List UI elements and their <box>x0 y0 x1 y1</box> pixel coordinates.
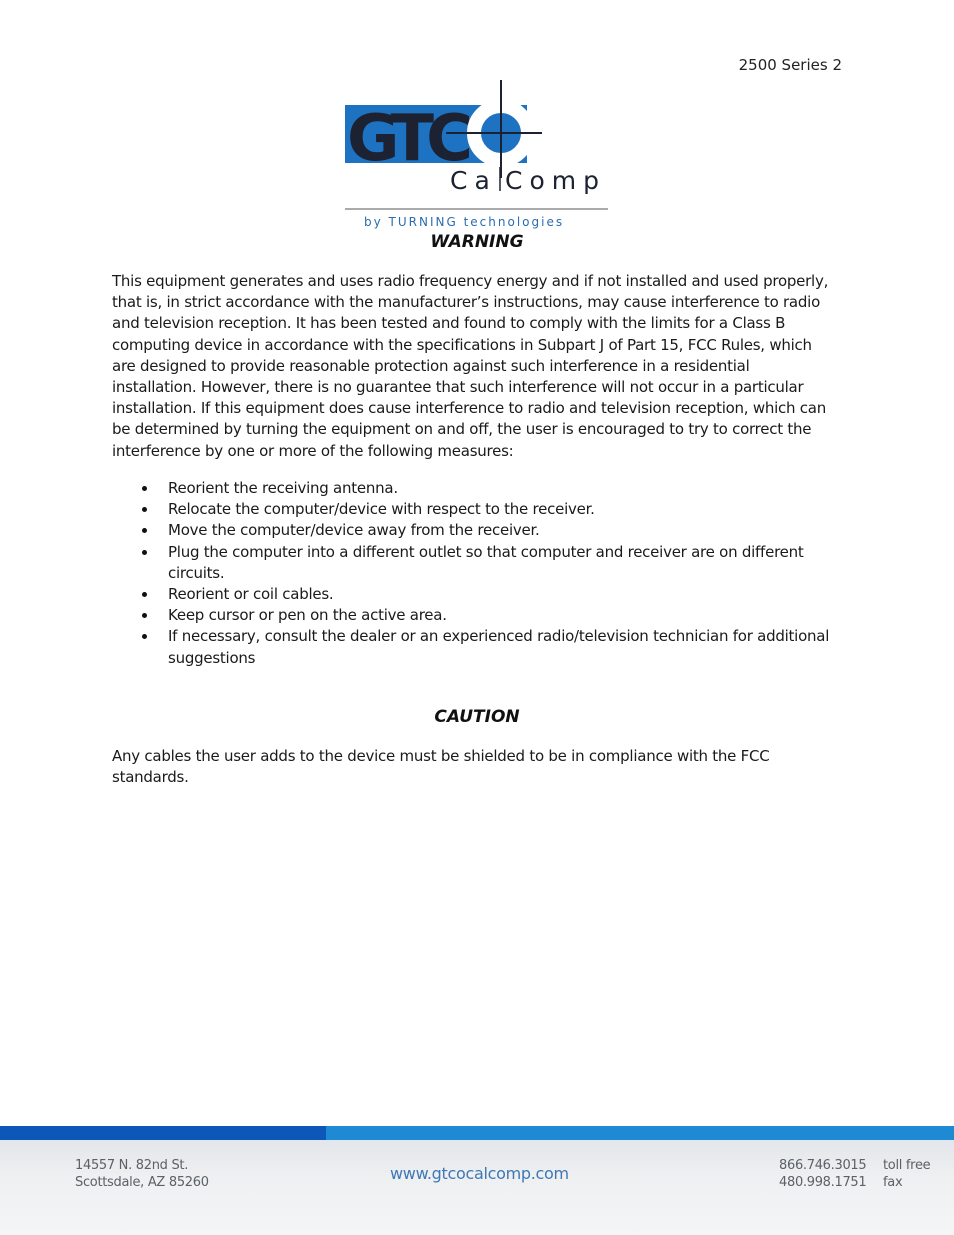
svg-text:Comp: Comp <box>505 166 606 195</box>
list-item: Reorient or coil cables. <box>112 584 838 605</box>
bullet-icon <box>142 634 147 639</box>
caution-paragraph: Any cables the user adds to the device must be shielded to be in compliance with the FCC standards. <box>112 747 770 787</box>
toll-free-number: 866.746.3015 <box>779 1158 867 1173</box>
fax-number: 480.998.1751 <box>779 1175 867 1190</box>
page-number: 2500 Series 2 <box>738 56 842 74</box>
address-line-2: Scottsdale, AZ 85260 <box>75 1175 209 1190</box>
caution-heading: CAUTION <box>434 707 520 727</box>
warning-heading: WARNING <box>430 232 524 252</box>
footer-address <box>75 1157 209 1191</box>
fax-label: fax <box>883 1175 903 1190</box>
address-line-1: 14557 N. 82nd St. <box>75 1158 189 1173</box>
bullet-icon <box>142 528 147 533</box>
footer-phones <box>779 1157 930 1191</box>
bullet-icon <box>142 592 147 597</box>
bullet-icon <box>142 613 147 618</box>
footer-accent-bar-dark <box>0 1126 326 1140</box>
bullet-icon <box>142 486 147 491</box>
bullet-icon <box>142 550 147 555</box>
website-link[interactable]: www.gtcocalcomp.com <box>390 1164 569 1183</box>
list-item: Keep cursor or pen on the active area. <box>112 605 838 626</box>
toll-free-row <box>779 1157 930 1174</box>
footer-accent-bar-light <box>326 1126 954 1140</box>
bullet-icon <box>142 507 147 512</box>
svg-text:GTC: GTC <box>347 102 466 176</box>
measures-list <box>112 478 838 669</box>
list-item: If necessary, consult the dealer or an experienced radio/television technician for additional suggestions <box>112 626 838 668</box>
fax-row <box>779 1174 930 1191</box>
page-footer <box>0 1140 954 1235</box>
svg-text:by TURNING technologies: by TURNING technologies <box>364 215 565 229</box>
svg-text:Ca: Ca <box>450 166 497 195</box>
toll-free-label: toll free <box>883 1158 931 1173</box>
list-item: Relocate the computer/device with respect to the receiver. <box>112 499 838 520</box>
list-item: Reorient the receiving antenna. <box>112 478 838 499</box>
list-item: Plug the computer into a different outlet so that computer and receiver are on different circuits. <box>112 542 838 584</box>
warning-paragraph: This equipment generates and uses radio frequency energy and if not installed and used properly, that is, in strict accordance with the manufacturer’s instructions, may cause interference to radio and television reception. It has been tested and found to comply with the limits for a Class B computing device in accordance with the specifications in Subpart J of Part 15, FCC Rules, which are designed to provide reasonable protection against such interference in a residential installation. However, there is no guarantee that such interference will not occur in a particular installation. If this equipment does cause interference to radio and television reception, which can be determined by turning the equipment on and off, the user is encouraged to try to correct the interference by one or more of the following measures: <box>112 272 829 460</box>
gtco-calcomp-logo <box>344 78 612 230</box>
list-item: Move the computer/device away from the receiver. <box>112 520 838 541</box>
